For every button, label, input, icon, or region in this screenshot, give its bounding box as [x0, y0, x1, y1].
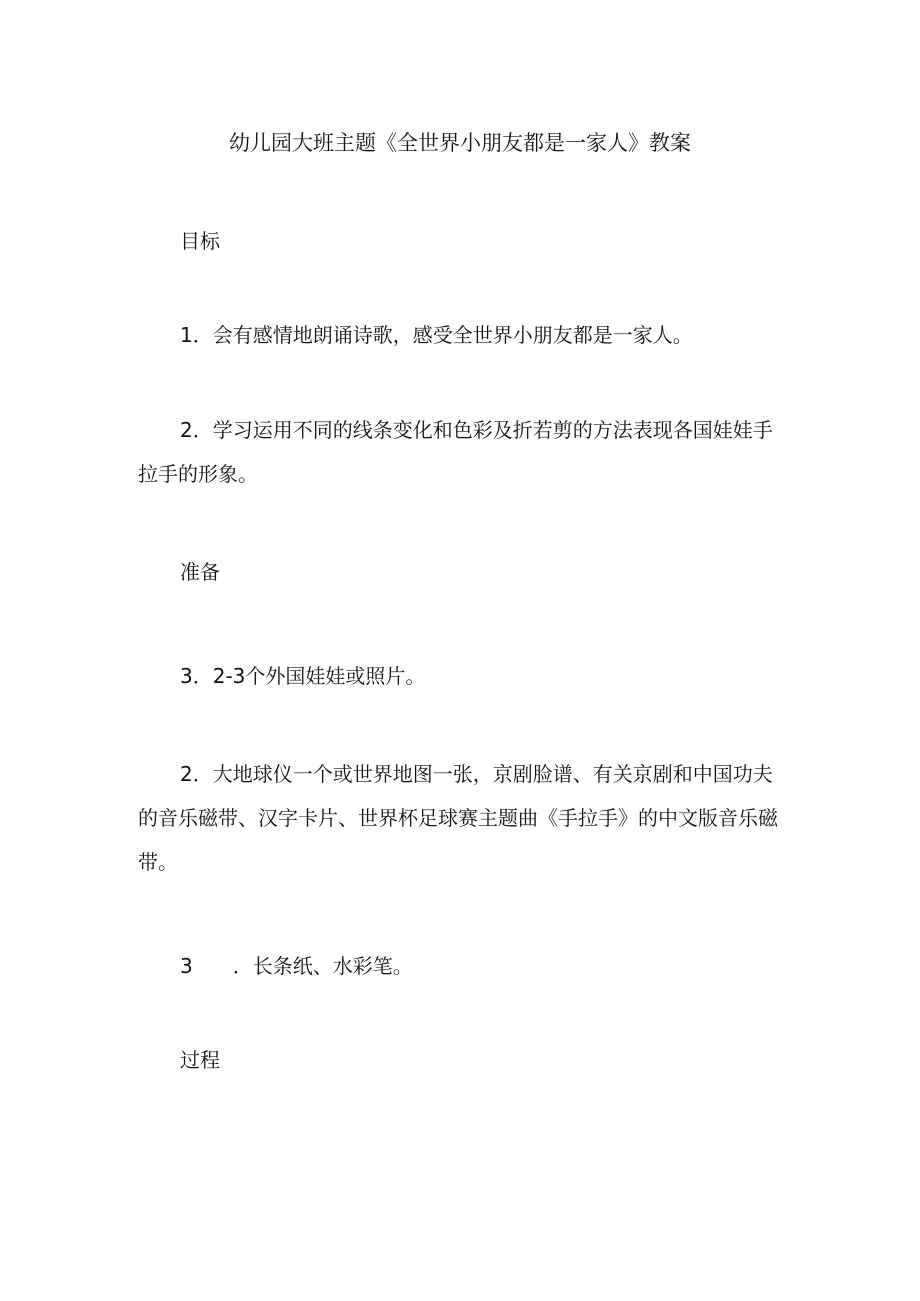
prep-item-1: 3．2-3个外国娃娃或照片。 [180, 664, 426, 688]
prep-heading: 准备 [180, 560, 220, 584]
prep-item-3-number: 3 [180, 954, 193, 978]
process-heading: 过程 [180, 1048, 220, 1072]
prep-item-3 [138, 944, 783, 988]
goal-item-1: 1．会有感情地朗诵诗歌，感受全世界小朋友都是一家人。 [180, 323, 693, 347]
goals-heading: 目标 [180, 229, 220, 253]
goal-item-2: 2．学习运用不同的线条变化和色彩及折若剪的方法表现各国娃娃手拉手的形象。 [138, 418, 773, 486]
prep-item-2: 2．大地球仪一个或世界地图一张，京剧脸谱、有关京剧和中国功夫的音乐磁带、汉字卡片、世界杯足球赛主题曲《手拉手》的中文版音乐磁带。 [138, 762, 778, 874]
prep-item-3-text: ．长条纸、水彩笔。 [232, 954, 413, 978]
document-title: 幼儿园大班主题《全世界小朋友都是一家人》教案 [229, 131, 691, 155]
